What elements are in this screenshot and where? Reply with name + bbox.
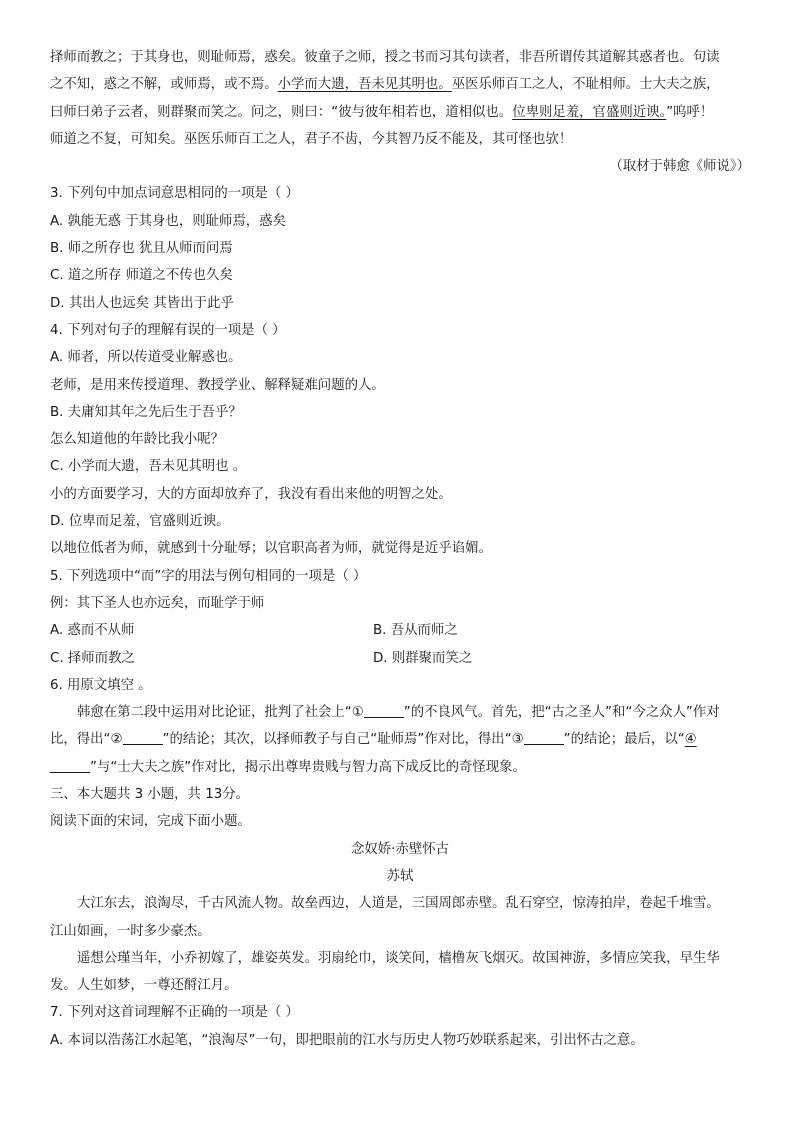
option-c-translation: 小的方面要学习，大的方面却放弃了，我没有看出来他的明智之处。 <box>50 486 452 502</box>
question-7 <box>50 999 750 1054</box>
option-d[interactable]: D. 其出人也远矣 其皆出于此乎 <box>50 295 234 311</box>
passage-line: 择师而教之；于其身也，则耻师焉，惑矣。彼童子之师，授之书而习其句读者，非吾所谓传其道解其惑者也。句读 <box>50 50 720 65</box>
poem-title: 念奴娇·赤壁怀古 <box>351 841 449 857</box>
option-a-translation: 老师，是用来传授道理、教授学业、解释疑难问题的人。 <box>50 377 385 393</box>
underlined-sentence: 位卑则足羞，官盛则近谀。 <box>512 104 667 120</box>
option-row <box>50 645 750 672</box>
option-b[interactable]: B. 吾从而师之 <box>373 623 458 639</box>
question-stem: 6. 用原文填空 。 <box>50 677 152 693</box>
option-a[interactable]: A. 师者，所以传道受业解惑也。 <box>50 350 242 366</box>
fill-line: ”与“士大夫之族”作对比，揭示出尊卑贵贱与智力高下成反比的奇怪现象。 <box>50 754 750 781</box>
option-c[interactable]: C. 道之所存 师道之不传也久矣 <box>50 268 233 284</box>
option-c[interactable]: C. 择师而教之 <box>50 650 135 666</box>
underlined-sentence: 小学而大遗，吾未见其明也。 <box>277 77 452 93</box>
question-stem: 3. 下列句中加点词意思相同的一项是（ ） <box>50 186 299 202</box>
question-stem: 4. 下列对句子的理解有误的一项是（ ） <box>50 322 286 338</box>
option-a[interactable]: A. 惑而不从师 <box>50 623 135 639</box>
option-a[interactable]: A. 本词以浩荡江水起笔，“浪淘尽”一句，即把眼前的江水与历史人物巧妙联系起来，引出怀古之意。 <box>50 1032 644 1048</box>
option-b[interactable]: B. 夫庸知其年之先后生于吾乎？ <box>50 404 242 420</box>
blank-3[interactable] <box>524 729 564 745</box>
blank-2[interactable] <box>123 729 163 745</box>
option-d[interactable]: D. 则群聚而笑之 <box>373 650 473 666</box>
blank-1[interactable] <box>364 702 404 718</box>
section-3 <box>50 781 750 836</box>
blank-number: ④ <box>684 732 697 748</box>
fill-line: 比，得出“② ”的结论；其次，以择师教子与自己“耻师焉”作对比，得出“③ ”的结论；最后，以“④ <box>50 726 750 753</box>
section-heading: 三、本大题共 3 小题，共 13分。 <box>50 787 250 803</box>
passage <box>50 44 750 180</box>
blank-number: ③ <box>511 732 524 748</box>
option-b[interactable]: B. 师之所存也 犹且从师而问焉 <box>50 241 233 257</box>
example-sentence: 例：其下圣人也亦远矣，而耻学于师 <box>50 595 265 611</box>
section-intro: 阅读下面的宋词，完成下面小题。 <box>50 814 251 830</box>
document-page <box>50 44 750 1054</box>
fill-line: 韩愈在第二段中运用对比论证，批判了社会上“① ”的不良风气。首先，把“古之圣人”和“今之众人”作对 <box>50 699 750 726</box>
poem <box>50 836 750 1000</box>
option-d-translation: 以地位低者为师，就感到十分耻辱；以官职高者为师，就觉得是近乎谄媚。 <box>50 541 492 557</box>
passage-line: 师道之不复，可知矣。巫医乐师百工之人，君子不齿，今其智乃反不能及，其可怪也欤！ <box>50 131 573 147</box>
option-b-translation: 怎么知道他的年龄比我小呢？ <box>50 432 225 448</box>
option-row <box>50 617 750 644</box>
poem-line: 发。人生如梦，一尊还酹江月。 <box>50 978 238 994</box>
passage-source: （取材于韩愈《师说》） <box>609 159 750 175</box>
option-d[interactable]: D. 位卑而足羞，官盛则近谀。 <box>50 514 230 530</box>
question-5 <box>50 563 750 672</box>
poem-line: 江山如画，一时多少豪杰。 <box>50 923 211 939</box>
blank-4[interactable] <box>50 757 90 773</box>
question-stem: 7. 下列对这首词理解不正确的一项是（ ） <box>50 1005 299 1021</box>
option-c[interactable]: C. 小学而大遗，吾未见其明也 。 <box>50 459 247 475</box>
poem-line: 遥想公瑾当年，小乔初嫁了，雄姿英发。羽扇纶巾，谈笑间，樯橹灰飞烟灭。故国神游，多情应笑我，早生华 <box>77 950 720 966</box>
passage-line: 曰师曰弟子云者，则群聚而笑之。问之，则曰：“彼与彼年相若也，道相似也。位卑则足羞，官盛则近谀。”呜呼！ <box>50 104 714 120</box>
poem-line: 大江东去，浪淘尽，千古风流人物。故垒西边，人道是，三国周郎赤壁。乱石穿空，惊涛拍岸，卷起千堆雪。 <box>77 896 720 912</box>
question-4 <box>50 317 750 563</box>
question-stem: 5. 下列选项中“而”字的用法与例句相同的一项是（ ） <box>50 568 367 584</box>
blank-number: ① <box>351 705 364 721</box>
blank-number: ② <box>110 732 123 748</box>
passage-line: 之不知，惑之不解，或师焉，或不焉。小学而大遗，吾未见其明也。巫医乐师百工之人，不耻相师。士大夫之族， <box>50 77 720 93</box>
question-3 <box>50 180 750 316</box>
question-6 <box>50 672 750 781</box>
option-a[interactable]: A. 孰能无惑 于其身也，则耻师焉，惑矣 <box>50 213 286 229</box>
poem-author: 苏轼 <box>386 868 414 884</box>
